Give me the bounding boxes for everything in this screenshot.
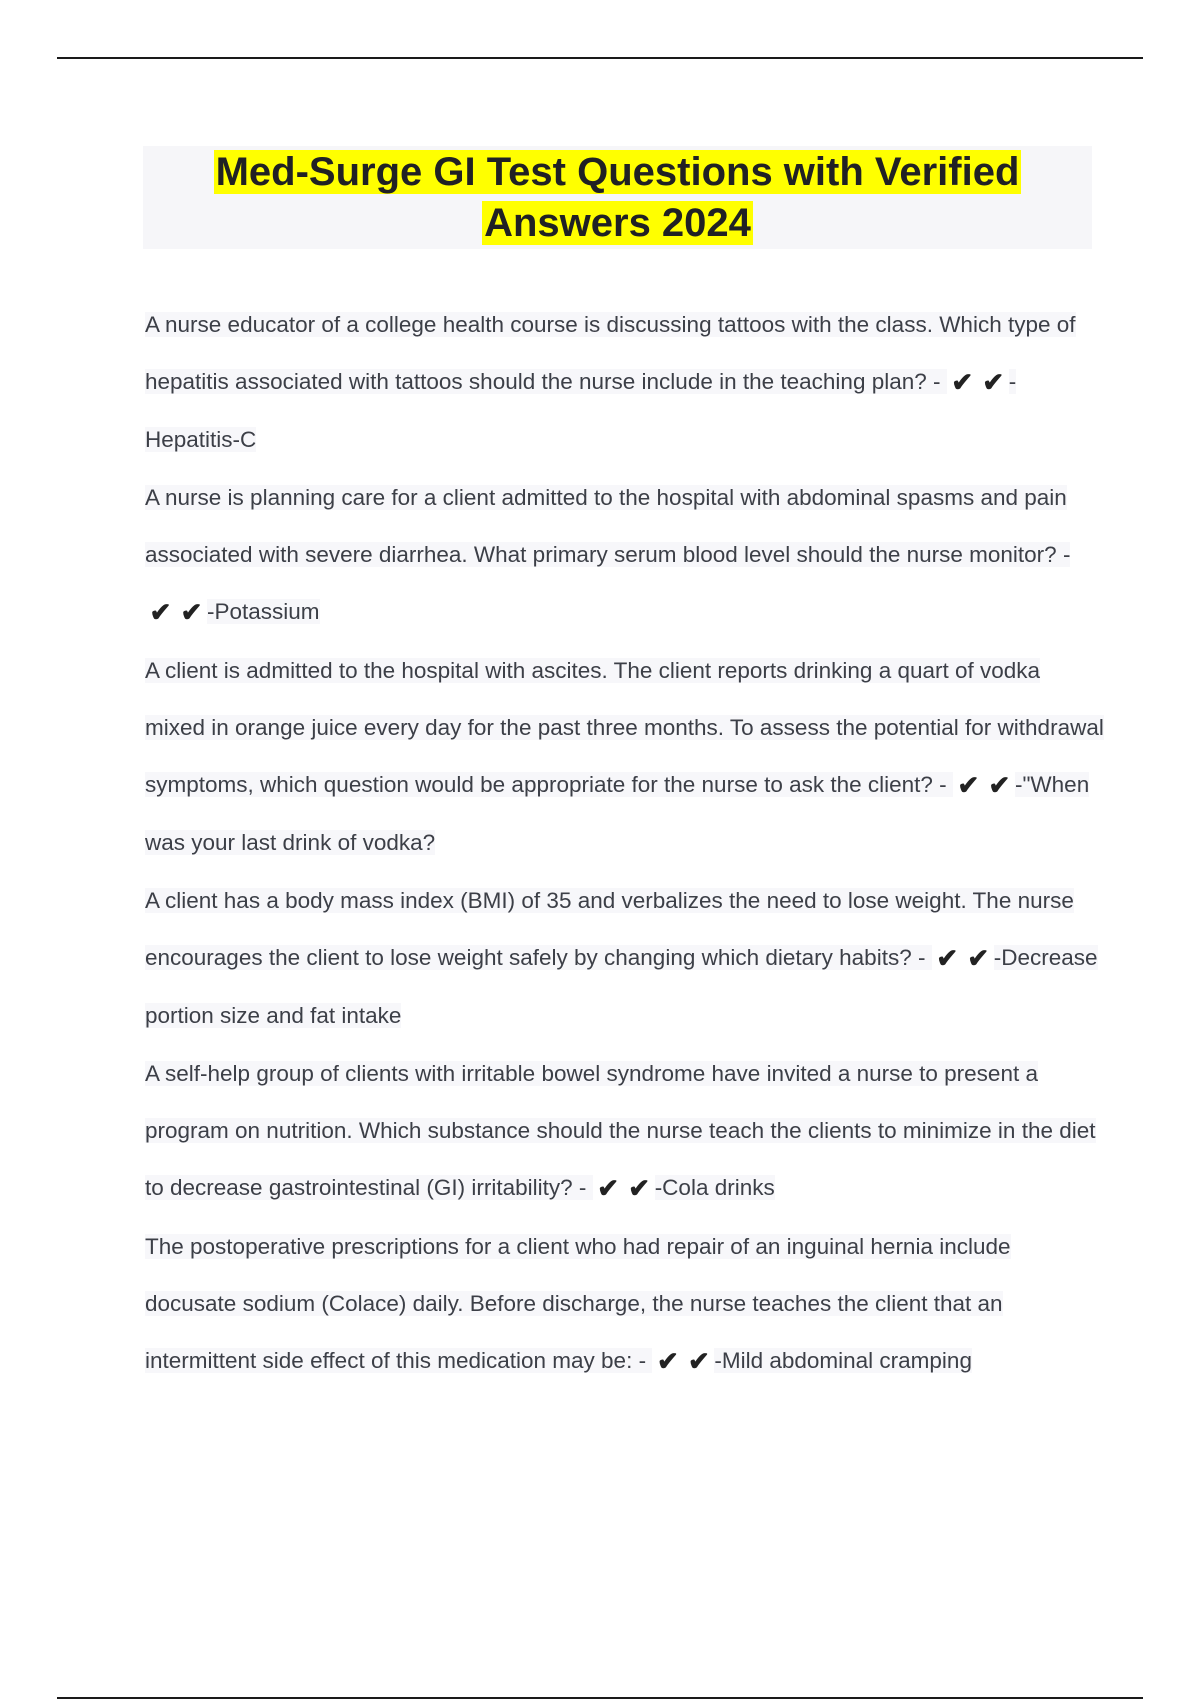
question-text: A nurse is planning care for a client admitted to the hospital with abdominal spasms and pain associated with severe diarrhea. What primary serum blood level should the nurse monitor? - [145,485,1071,567]
qa-item [145,872,1105,1044]
answer-text: -"When was your last drink of vodka? [145,772,1090,855]
question-text: The postoperative prescriptions for a client who had repair of an inguinal hernia include docusate sodium (Colace) daily. Before discharge, the nurse teaches the client that an intermittent side effect of this medication may be: - [145,1234,1011,1373]
check-icon: ✔ [597,1173,620,1203]
answer-text: -Cola drinks [654,1175,775,1200]
qa-item [145,469,1105,641]
check-icon: ✔ [988,770,1011,800]
question-text: A nurse educator of a college health course is discussing tattoos with the class. Which type of hepatitis associated with tattoos should the nurse include in the teaching plan? - [145,312,1076,394]
check-icon: ✔ [656,1346,679,1376]
qa-list [145,296,1105,1391]
title-wrap [168,146,1068,249]
check-icon: ✔ [180,597,203,627]
qa-item [145,1218,1105,1390]
answer-text: -Mild abdominal cramping [714,1348,972,1373]
answer-text: -Potassium [207,599,320,624]
check-icon: ✔ [967,943,990,973]
qa-item [145,642,1105,871]
question-text: A client is admitted to the hospital with ascites. The client reports drinking a quart of vodka mixed in orange juice every day for the past three months. To assess the potential for withdrawal symptoms, which question would be appropriate for the nurse to ask the client? - [145,658,1104,797]
question-text: A client has a body mass index (BMI) of 35 and verbalizes the need to lose weight. The nurse encourages the client to lose weight safely by changing which dietary habits? - [145,888,1074,970]
check-icon: ✔ [936,943,959,973]
check-icon: ✔ [149,597,172,627]
answer-text: -Decrease portion size and fat intake [145,945,1098,1028]
question-text: A self-help group of clients with irritable bowel syndrome have invited a nurse to present a program on nutrition. Which substance should the nurse teach the clients to minimize in the diet to decrease gastrointestinal (GI) irritability? - [145,1061,1096,1200]
check-icon: ✔ [982,367,1005,397]
bottom-rule [57,1697,1143,1699]
page-title: Med-Surge GI Test Questions with Verified Answers 2024 [215,150,1020,245]
top-rule [57,57,1143,59]
title-banner [143,146,1092,249]
answer-text: -Hepatitis-C [145,369,1017,452]
check-icon: ✔ [628,1173,651,1203]
check-icon: ✔ [687,1346,710,1376]
qa-item [145,296,1105,468]
qa-item [145,1045,1105,1217]
check-icon: ✔ [951,367,974,397]
check-icon: ✔ [957,770,980,800]
